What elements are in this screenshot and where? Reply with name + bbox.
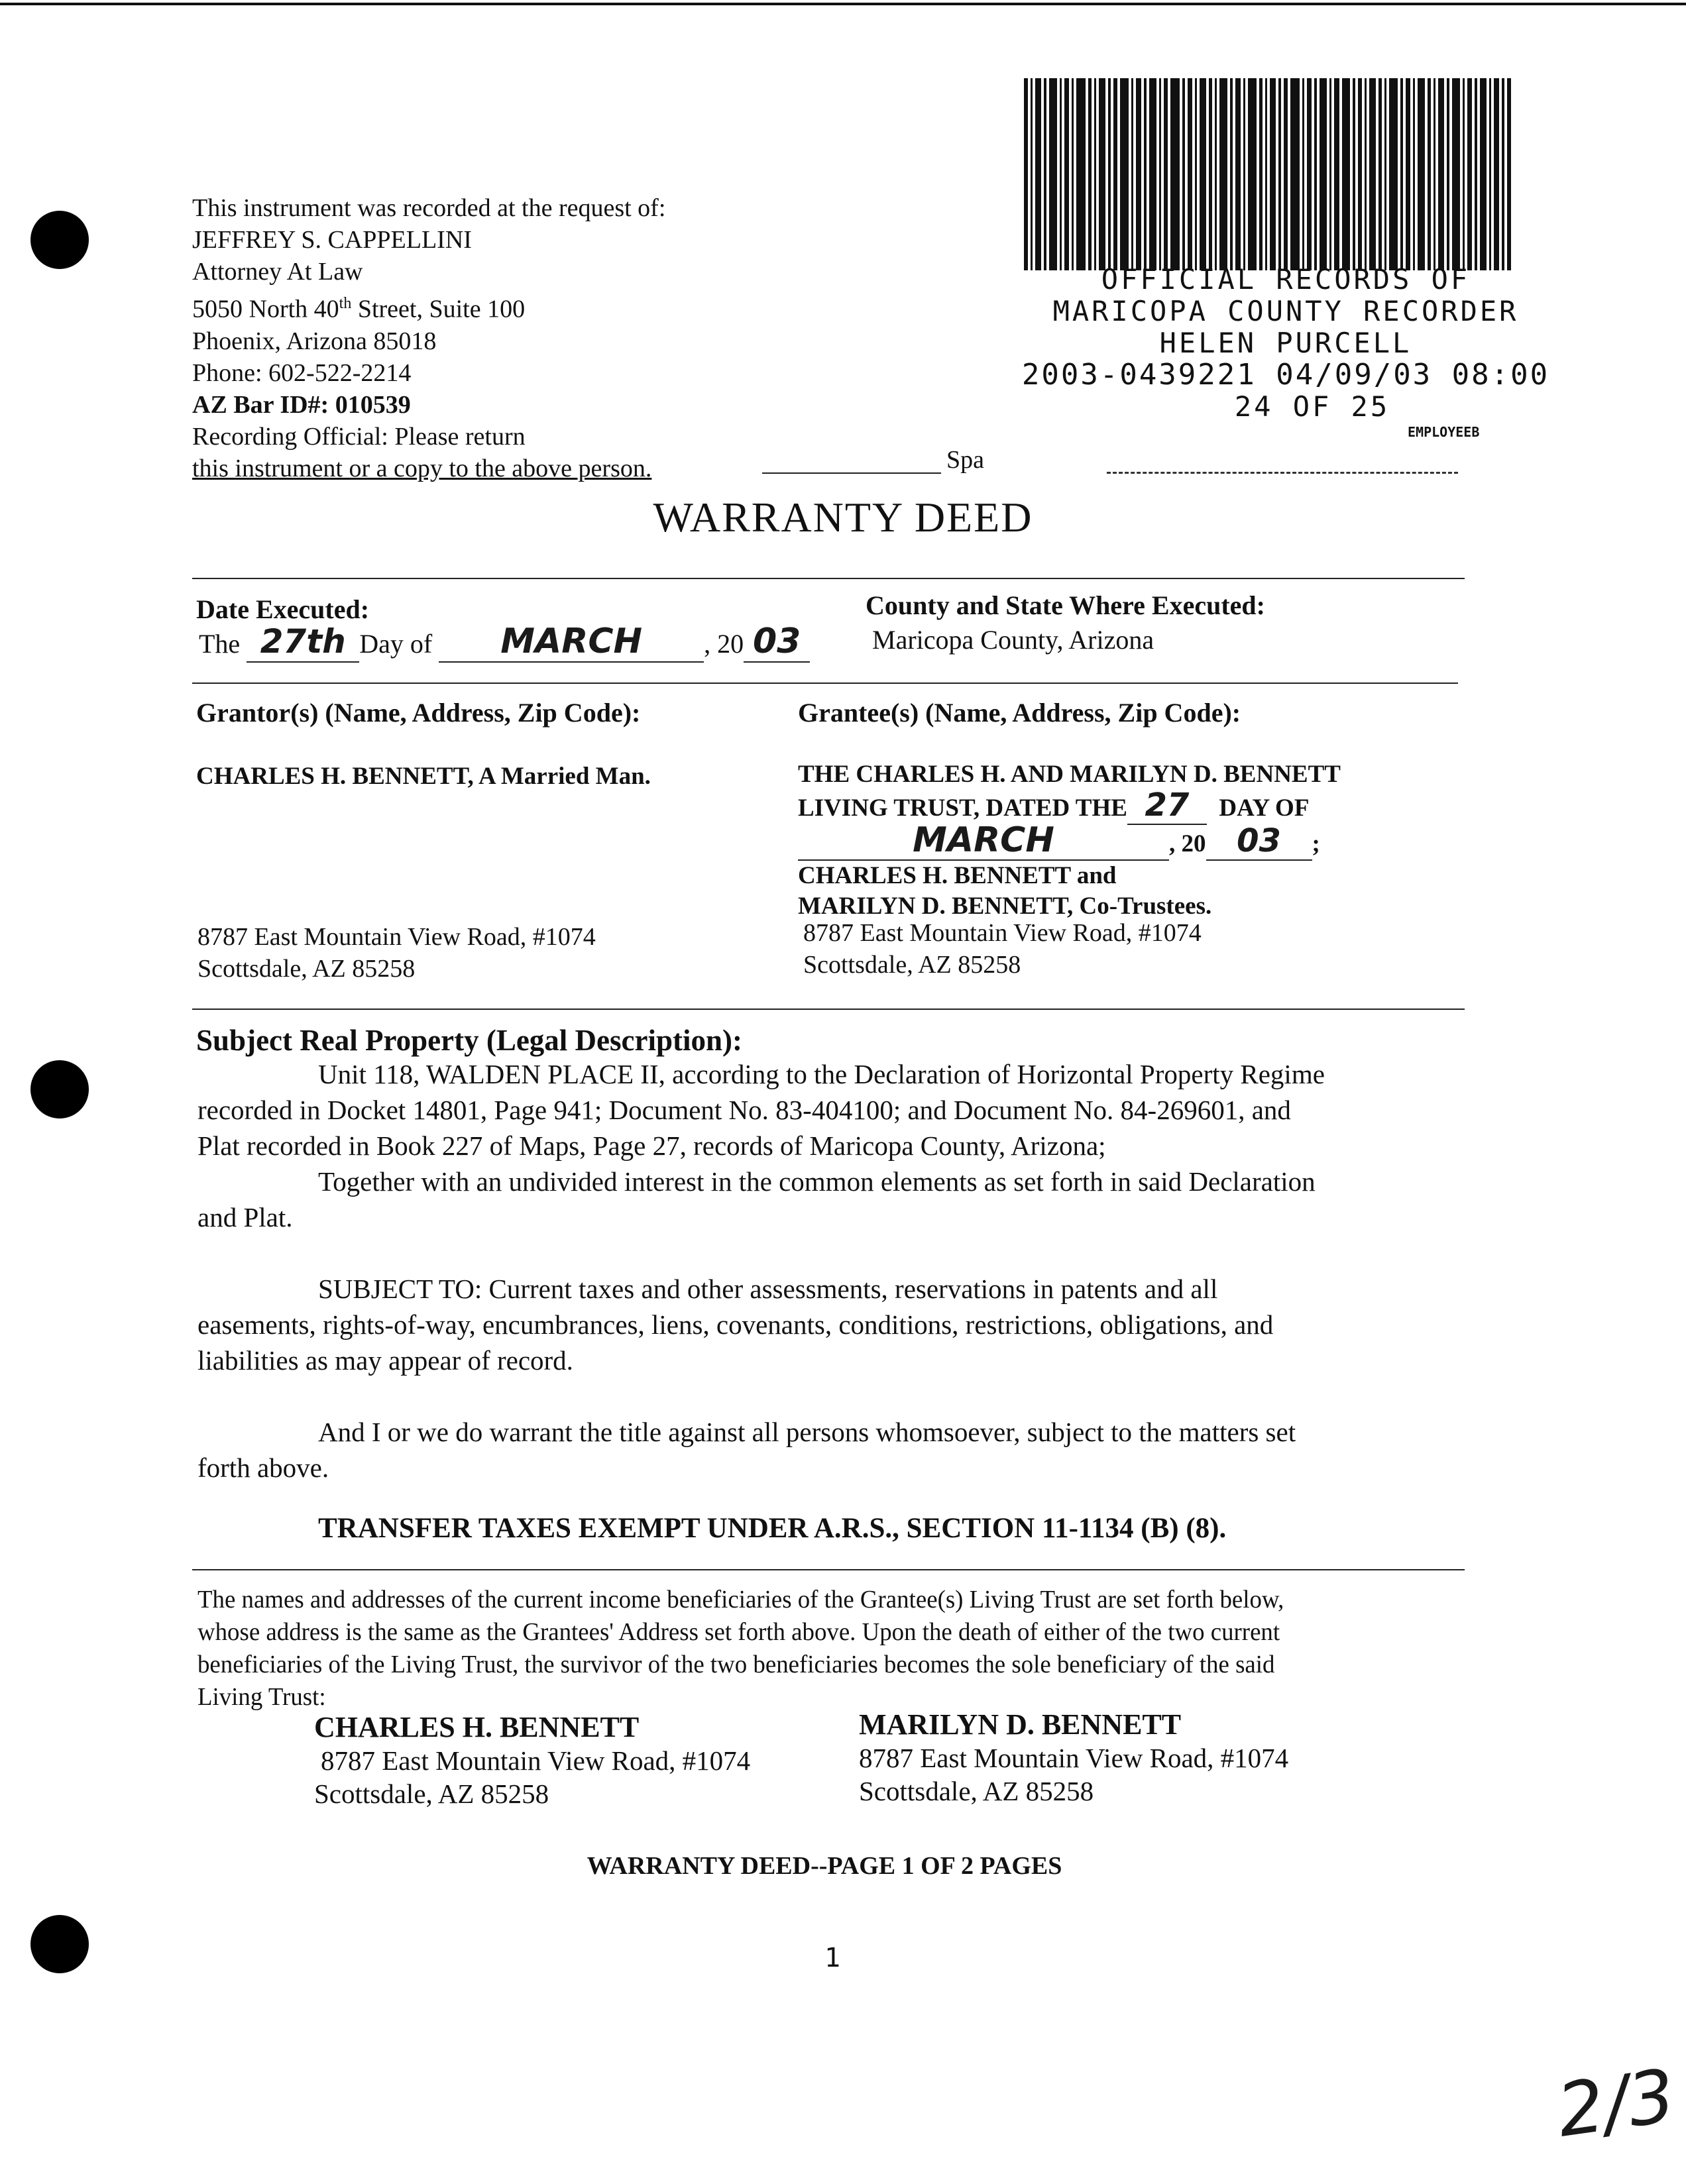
page-footer: WARRANTY DEED--PAGE 1 OF 2 PAGES: [587, 1852, 1062, 1880]
paragraph-spacer: [197, 1235, 1443, 1271]
handwritten-corner-mark: 2/3: [1551, 2053, 1681, 2154]
beneficiary-2-street: 8787 East Mountain View Road, #1074: [859, 1743, 1289, 1773]
beneficiaries-line-4: Living Trust:: [197, 1683, 326, 1711]
stamp-line-recorder-name: HELEN PURCELL: [1159, 327, 1412, 359]
beneficiary-2: [859, 1708, 1288, 1808]
grantor-address: [197, 921, 596, 985]
county-state-label: County and State Where Executed:: [866, 590, 1265, 620]
attorney-phone: Phone: 602-522-2214: [192, 358, 412, 387]
date-day-field: [247, 624, 359, 663]
punch-hole-middle: [30, 1060, 89, 1119]
space-label: Spa: [946, 446, 984, 474]
beneficiary-1: [314, 1711, 750, 1810]
page-number: 1: [824, 1943, 841, 1973]
grantee-month-handwritten: MARCH: [913, 820, 1054, 860]
return-instruction-1: Recording Official: Please return: [192, 422, 526, 451]
grantee-address: [803, 917, 1202, 981]
paragraph-spacer: [197, 1378, 1443, 1414]
beneficiary-2-city: Scottsdale, AZ 85258: [859, 1776, 1094, 1806]
grantee-year-prefix: , 20: [1169, 830, 1206, 857]
property-heading: Subject Real Property (Legal Description):: [196, 1024, 742, 1057]
date-executed-row: [199, 624, 810, 663]
return-instruction-text: this instrument or a copy to the above person.: [192, 454, 652, 482]
warrant-line-1: And I or we do warrant the title against all persons whomsoever, subject to the matters set: [318, 1417, 1296, 1447]
date-month-field: [439, 624, 704, 663]
subject-to-line-1: SUBJECT TO: Current taxes and other assessments, reservations in patents and all: [318, 1274, 1218, 1304]
stamp-line-recording-number: 2003-0439221 04/09/03 08:00: [1021, 358, 1550, 392]
grantee-trust-dated-label: LIVING TRUST, DATED THE: [798, 794, 1127, 822]
recorded-by-intro: This instrument was recorded at the request of:: [192, 194, 666, 222]
grantee-label: Grantee(s) (Name, Address, Zip Code):: [798, 698, 1241, 728]
divider-2: [192, 682, 1458, 684]
grantor-city: Scottsdale, AZ 85258: [197, 955, 416, 983]
county-state-value: Maricopa County, Arizona: [872, 625, 1154, 655]
beneficiary-2-name: MARILYN D. BENNETT: [859, 1708, 1182, 1741]
beneficiary-1-street: 8787 East Mountain View Road, #1074: [321, 1745, 751, 1776]
street-suffix: th: [339, 295, 352, 312]
grantee-city: Scottsdale, AZ 85258: [803, 951, 1021, 979]
grantee-month-line: [798, 820, 1341, 861]
punch-hole-top: [30, 211, 89, 269]
grantee-trust-date-line: [798, 787, 1341, 825]
date-year-prefix: , 20: [704, 629, 744, 659]
property-line-2: recorded in Docket 14801, Page 941; Document No. 83-404100; and Document No. 84-269601, and: [197, 1095, 1291, 1125]
punch-hole-bottom: [30, 1915, 89, 1973]
grantor-label: Grantor(s) (Name, Address, Zip Code):: [196, 698, 641, 728]
grantee-semicolon: ;: [1312, 830, 1320, 857]
attorney-name: JEFFREY S. CAPPELLINI: [192, 226, 472, 254]
attorney-street: [192, 288, 665, 325]
date-month-handwritten: MARCH: [500, 622, 643, 661]
subject-to-line-2: easements, rights-of-way, encumbrances, liens, covenants, conditions, restrictions, obligations, and: [197, 1309, 1274, 1340]
beneficiary-1-city: Scottsdale, AZ 85258: [314, 1778, 549, 1809]
grantee-street: 8787 East Mountain View Road, #1074: [803, 919, 1202, 947]
property-description: [197, 1056, 1443, 1486]
grantee-day-field: [1127, 787, 1207, 825]
divider-3: [192, 1009, 1465, 1010]
date-day-handwritten: 27th: [260, 622, 346, 661]
date-day-of-label: Day of: [359, 629, 433, 659]
recorder-stamp: [1007, 264, 1564, 423]
date-executed-label: Date Executed:: [196, 594, 370, 624]
grantee-trustee-1: CHARLES H. BENNETT and: [798, 862, 1117, 889]
stamp-cutoff-line: [1107, 472, 1458, 474]
top-border: [0, 3, 1686, 5]
stamp-line-official-records: OFFICIAL RECORDS OF: [1101, 263, 1471, 296]
divider-4: [192, 1569, 1465, 1570]
subject-to-line-3: liabilities as may appear of record.: [197, 1345, 573, 1376]
property-line-3: Plat recorded in Book 227 of Maps, Page 27, records of Maricopa County, Arizona;: [197, 1130, 1106, 1161]
grantee-year-handwritten: 03: [1237, 822, 1281, 859]
divider-1: [192, 578, 1465, 579]
transfer-tax-exemption: TRANSFER TAXES EXEMPT UNDER A.R.S., SECTION 11-1134 (B) (8).: [318, 1513, 1227, 1544]
return-underline: [762, 472, 941, 474]
grantee-month-field: [798, 820, 1169, 861]
recorded-by-block: [192, 192, 665, 484]
stamp-employee-code: EMPLOYEEB: [1408, 424, 1480, 440]
beneficiaries-line-1: The names and addresses of the current income beneficiaries of the Grantee(s) Living Trust are set forth below,: [197, 1586, 1284, 1613]
attorney-city: Phoenix, Arizona 85018: [192, 327, 437, 355]
grantee-trust-name: THE CHARLES H. AND MARILYN D. BENNETT: [798, 761, 1341, 788]
grantor-name: CHARLES H. BENNETT, A Married Man.: [196, 763, 651, 790]
grantee-day-of-label: DAY OF: [1219, 794, 1310, 822]
street-number: 5050 North 40: [192, 295, 339, 323]
beneficiary-1-name: CHARLES H. BENNETT: [314, 1711, 640, 1743]
attorney-title: Attorney At Law: [192, 258, 363, 286]
grantee-trustee-2: MARILYN D. BENNETT, Co-Trustees.: [798, 893, 1212, 920]
date-the-label: The: [199, 629, 241, 659]
grantee-block: [798, 759, 1341, 922]
attorney-bar-id: AZ Bar ID#: 010539: [192, 390, 411, 419]
stamp-line-county-recorder: MARICOPA COUNTY RECORDER: [1052, 295, 1519, 327]
street-name: Street, Suite 100: [351, 295, 526, 323]
barcode-image: [1024, 78, 1511, 270]
beneficiaries-line-3: beneficiaries of the Living Trust, the survivor of the two beneficiaries becomes the sole beneficiary of the said: [197, 1651, 1275, 1678]
date-year-field: [744, 624, 810, 663]
warrant-line-2: forth above.: [197, 1452, 329, 1483]
date-year-handwritten: 03: [752, 622, 801, 661]
return-instruction-2: [192, 453, 665, 484]
grantee-day-handwritten: 27: [1145, 787, 1190, 824]
property-line-4: Together with an undivided interest in the common elements as set forth in said Declaration: [318, 1166, 1316, 1197]
beneficiaries-paragraph: [197, 1584, 1284, 1714]
stamp-line-page-count: 24 OF 25: [1234, 390, 1390, 423]
property-line-5: and Plat.: [197, 1202, 293, 1232]
property-line-1: Unit 118, WALDEN PLACE II, according to the Declaration of Horizontal Property Regime: [318, 1059, 1325, 1089]
beneficiaries-line-2: whose address is the same as the Grantees' Address set forth above. Upon the death of either of the two current: [197, 1618, 1280, 1646]
document-title: WARRANTY DEED: [653, 494, 1033, 541]
grantor-street: 8787 East Mountain View Road, #1074: [197, 923, 596, 951]
grantee-year-field: [1206, 822, 1312, 861]
